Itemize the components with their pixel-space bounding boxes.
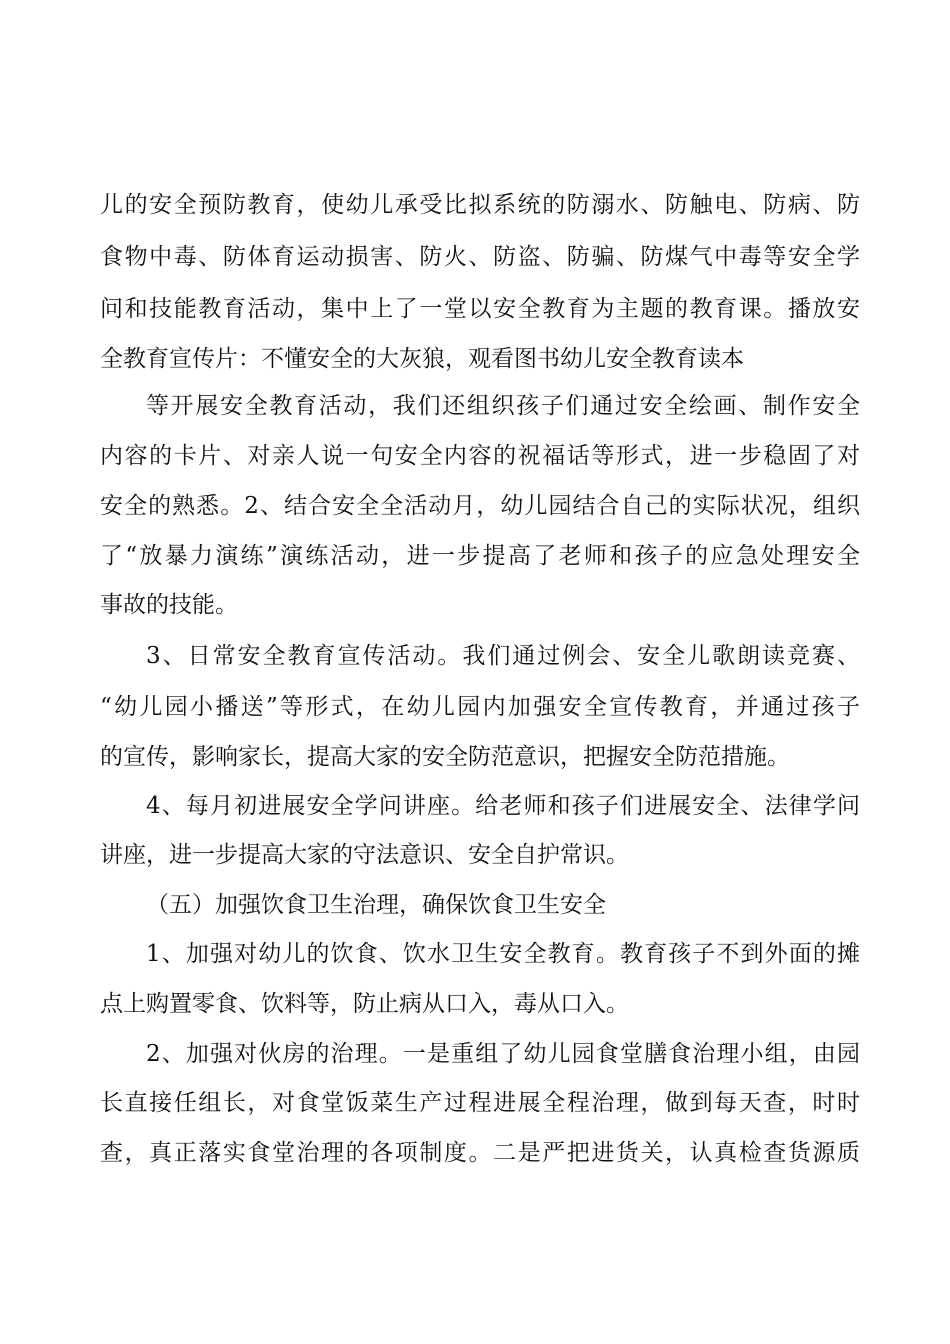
text-line: 了“放暴力演练”演练活动，进一步提高了老师和孩子的应急处理安全 [100,543,860,569]
paragraph-start-line: 4、每月初进展安全学问讲座。给老师和孩子们进展安全、法律学问 [146,793,860,819]
text-line: 内容的卡片、对亲人说一句安全内容的祝福话等形式，进一步稳固了对 [100,443,860,469]
text-line: 安全的熟悉。2、结合安全全活动月，幼儿园结合自己的实际状况，组织 [100,493,860,519]
text-line: 点上购置零食、饮料等，防止病从口入，毒从口入。 [100,991,629,1017]
text-line: 查，真正落实食堂治理的各项制度。二是严把进货关，认真检查货源质 [100,1140,860,1166]
text-line: 食物中毒、防体育运动损害、防火、防盗、防骗、防煤气中毒等安全学 [100,244,860,270]
text-line: 的宣传，影响家长，提高大家的安全防范意识，把握安全防范措施。 [100,744,790,770]
text-line: 儿的安全预防教育，使幼儿承受比拟系统的防溺水、防触电、防病、防 [100,192,860,218]
text-line: 问和技能教育活动，集中上了一堂以安全教育为主题的教育课。播放安 [100,296,860,322]
section-heading: （五）加强饮食卫生治理，确保饮食卫生安全 [146,892,606,918]
text-line: 全教育宣传片：不懂安全的大灰狼，观看图书幼儿安全教育读本 [100,346,744,372]
paragraph-start-line: 等开展安全教育活动，我们还组织孩子们通过安全绘画、制作安全 [146,393,860,419]
text-line: “幼儿园小播送”等形式，在幼儿园内加强安全宣传教育，并通过孩子 [100,694,860,720]
paragraph-start-line: 3、日常安全教育宣传活动。我们通过例会、安全儿歌朗读竞赛、 [146,643,860,669]
text-line: 讲座，进一步提高大家的守法意识、安全自护常识。 [100,842,629,868]
text-line: 事故的技能。 [100,592,238,618]
paragraph-start-line: 1、加强对幼儿的饮食、饮水卫生安全教育。教育孩子不到外面的摊 [146,941,860,967]
text-line: 长直接任组长，对食堂饭菜生产过程进展全程治理，做到每天查，时时 [100,1090,860,1116]
paragraph-start-line: 2、加强对伙房的治理。一是重组了幼儿园食堂膳食治理小组，由园 [146,1041,860,1067]
